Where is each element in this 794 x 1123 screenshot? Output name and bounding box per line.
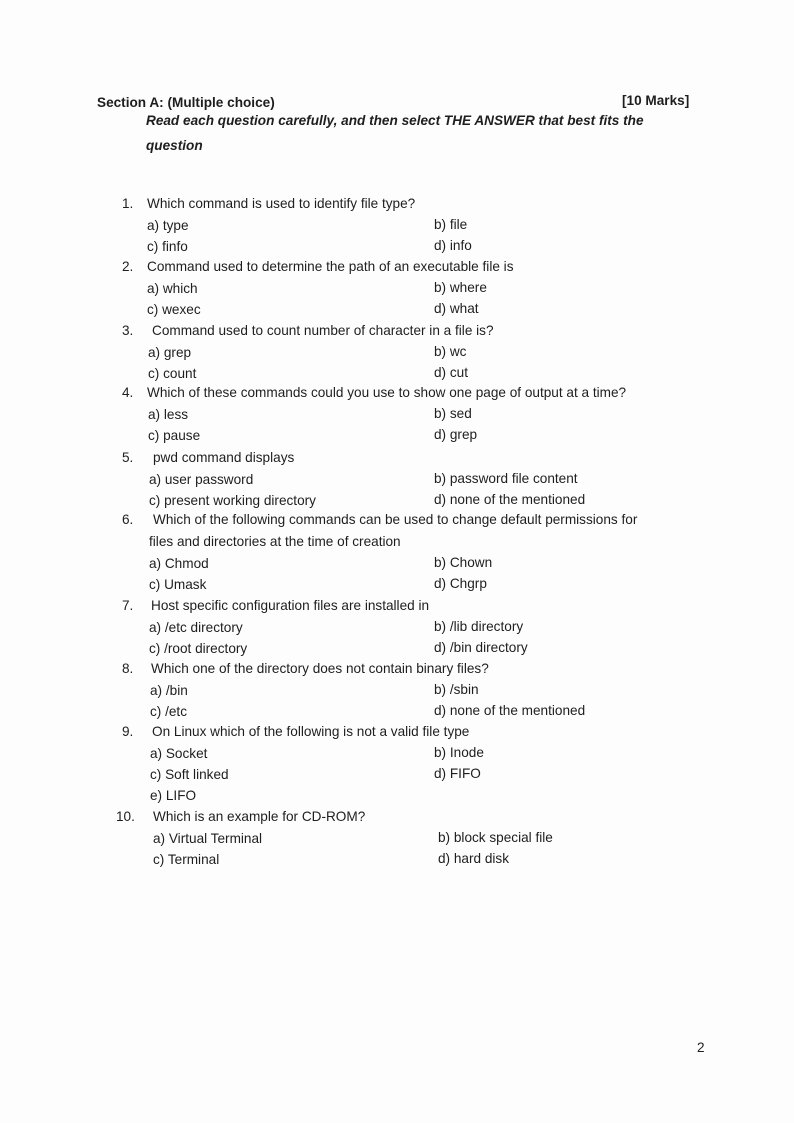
answer-option: b) where xyxy=(434,280,487,295)
answer-option: b) sed xyxy=(434,406,472,421)
answer-option: d) what xyxy=(434,301,479,316)
question-text: Command used to count number of character in a file is? xyxy=(152,323,494,338)
section-title: Section A: (Multiple choice) xyxy=(97,95,275,110)
answer-option: d) Chgrp xyxy=(434,576,487,591)
answer-option: d) cut xyxy=(434,365,468,380)
answer-option: a) user password xyxy=(149,472,254,487)
page-number: 2 xyxy=(697,1040,705,1055)
answer-option: b) Inode xyxy=(434,745,484,760)
question-number: 5. xyxy=(122,450,134,465)
answer-option: a) /etc directory xyxy=(149,620,243,635)
answer-option: c) Terminal xyxy=(153,852,220,867)
question-number: 4. xyxy=(122,385,134,400)
question-number: 2. xyxy=(122,259,134,274)
answer-option: a) which xyxy=(147,281,198,296)
question-text: files and directories at the time of creation xyxy=(149,534,401,549)
answer-option: b) password file content xyxy=(434,471,578,486)
answer-option: a) type xyxy=(147,218,189,233)
answer-option: b) /lib directory xyxy=(434,619,524,634)
answer-option: d) /bin directory xyxy=(434,640,528,655)
answer-option: c) Umask xyxy=(149,577,207,592)
question-number: 6. xyxy=(122,512,134,527)
answer-option: c) /etc xyxy=(150,704,188,719)
answer-option: c) count xyxy=(148,366,197,381)
answer-option: a) Socket xyxy=(150,746,208,761)
question-number: 10. xyxy=(116,809,135,824)
answer-option: c) Soft linked xyxy=(150,767,229,782)
section-marks: [10 Marks] xyxy=(622,93,690,108)
answer-option: c) wexec xyxy=(147,302,201,317)
question-text: Which one of the directory does not contain binary files? xyxy=(151,661,489,676)
answer-option: b) file xyxy=(434,217,468,232)
answer-option: a) less xyxy=(148,407,189,422)
question-number: 3. xyxy=(122,323,134,338)
question-text: Which command is used to identify file type? xyxy=(147,196,416,211)
answer-option: d) grep xyxy=(434,427,478,442)
answer-option: b) block special file xyxy=(438,830,553,845)
answer-option: d) info xyxy=(434,238,472,253)
answer-option: d) none of the mentioned xyxy=(434,492,586,507)
question-number: 7. xyxy=(122,598,134,613)
answer-option: b) /sbin xyxy=(434,682,479,697)
answer-option: b) Chown xyxy=(434,555,493,570)
question-text: Which is an example for CD-ROM? xyxy=(153,809,366,824)
instruction-text: Read each question carefully, and then select THE ANSWER that best fits the xyxy=(146,113,644,128)
question-text: Which of these commands could you use to show one page of output at a time? xyxy=(147,385,627,400)
question-text: pwd command displays xyxy=(153,450,295,465)
question-text: Host specific configuration files are installed in xyxy=(151,598,430,613)
answer-option: d) FIFO xyxy=(434,766,481,781)
question-number: 8. xyxy=(122,661,134,676)
answer-option: c) finfo xyxy=(147,239,188,254)
instruction-text-cont: question xyxy=(146,138,203,153)
question-number: 9. xyxy=(122,724,134,739)
answer-option: a) /bin xyxy=(150,683,188,698)
answer-option: c) pause xyxy=(148,428,201,443)
answer-option: c) present working directory xyxy=(149,493,316,508)
answer-option: e) LIFO xyxy=(150,788,197,803)
question-text: Which of the following commands can be used to change default permissions for xyxy=(153,512,638,527)
answer-option: d) hard disk xyxy=(438,851,510,866)
question-number: 1. xyxy=(122,196,134,211)
answer-option: d) none of the mentioned xyxy=(434,703,586,718)
question-text: Command used to determine the path of an executable file is xyxy=(147,259,514,274)
answer-option: b) wc xyxy=(434,344,467,359)
question-text: On Linux which of the following is not a valid file type xyxy=(152,724,470,739)
answer-option: a) Chmod xyxy=(149,556,209,571)
answer-option: a) grep xyxy=(148,345,192,360)
answer-option: a) Virtual Terminal xyxy=(153,831,263,846)
answer-option: c) /root directory xyxy=(149,641,248,656)
